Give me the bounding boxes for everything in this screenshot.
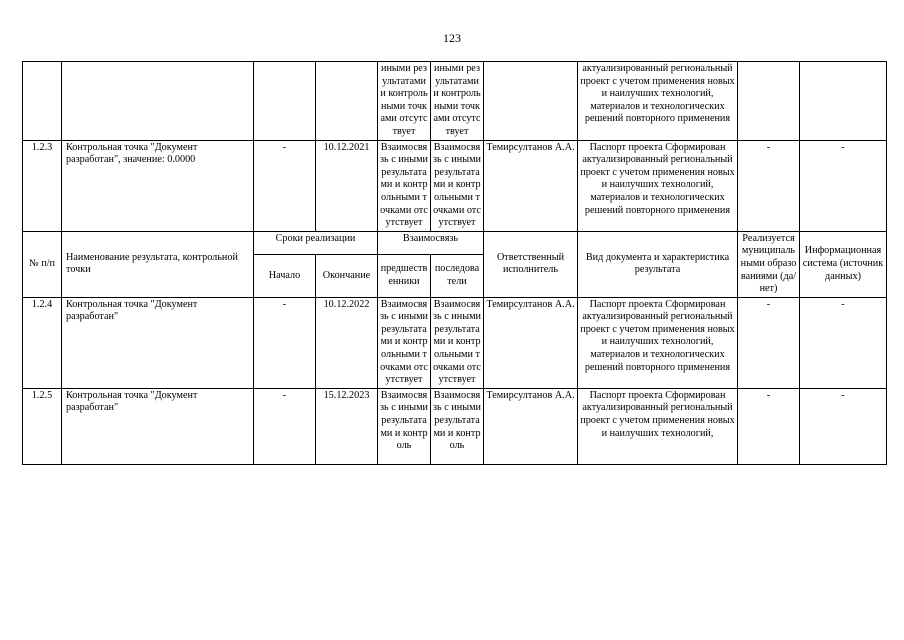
page-number: 123 — [443, 31, 461, 45]
table-row — [23, 62, 887, 141]
header-num: № п/п — [23, 231, 62, 297]
table-row — [23, 140, 887, 231]
info-system — [800, 62, 887, 141]
document-type: Паспорт проекта Сформирован актуализированный региональный проект с учетом применения новых и наилучших технологий, материалов и технологических решений повторного применения — [578, 297, 738, 388]
predecessors: Взаимосвязь с иными результатами и контрольными точками отсутствует — [378, 297, 431, 388]
header-municipal: Реализуется муниципальными образованиями (да/нет) — [738, 231, 800, 297]
successors: иными результатами и контрольными точками отсутствует — [431, 62, 484, 141]
info-system: - — [800, 388, 887, 464]
row-number — [23, 62, 62, 141]
predecessors: Взаимосвязь с иными результатами и контрольными точками отсутствует — [378, 140, 431, 231]
document-type: Паспорт проекта Сформирован актуализированный региональный проект с учетом применения новых и наилучших технологий, материалов и технологических решений повторного применения — [578, 140, 738, 231]
municipal: - — [738, 297, 800, 388]
table-row — [23, 388, 887, 464]
header-end: Окончание — [316, 255, 378, 297]
end-date — [316, 62, 378, 141]
end-date: 10.12.2021 — [316, 140, 378, 231]
result-name: Контрольная точка "Документ разработан" — [62, 297, 254, 388]
result-name: Контрольная точка "Документ разработан", значение: 0.0000 — [62, 140, 254, 231]
start-date — [254, 62, 316, 141]
start-date: - — [254, 297, 316, 388]
header-doc-type: Вид документа и характеристика результата — [578, 231, 738, 297]
successors: Взаимосвязь с иными результатами и контроль — [431, 388, 484, 464]
header-succ: последователи — [431, 255, 484, 297]
municipal — [738, 62, 800, 141]
end-date: 15.12.2023 — [316, 388, 378, 464]
municipal: - — [738, 140, 800, 231]
row-number: 1.2.4 — [23, 297, 62, 388]
municipal: - — [738, 388, 800, 464]
start-date: - — [254, 140, 316, 231]
info-system: - — [800, 297, 887, 388]
row-number: 1.2.3 — [23, 140, 62, 231]
header-start: Начало — [254, 255, 316, 297]
header-terms: Сроки реализации — [254, 231, 378, 254]
info-system: - — [800, 140, 887, 231]
document-type: актуализированный региональный проект с учетом применения новых и наилучших технологий, материалов и технологических решений повторного применения — [578, 62, 738, 141]
successors: Взаимосвязь с иными результатами и контрольными точками отсутствует — [431, 140, 484, 231]
responsible: Темирсултанов А.А. — [484, 140, 578, 231]
responsible: Темирсултанов А.А. — [484, 388, 578, 464]
responsible: Темирсултанов А.А. — [484, 297, 578, 388]
result-name — [62, 62, 254, 141]
header-row — [23, 231, 887, 254]
header-responsible: Ответственный исполнитель — [484, 231, 578, 297]
header-name: Наименование результата, контрольной точки — [62, 231, 254, 297]
end-date: 10.12.2022 — [316, 297, 378, 388]
document-type: Паспорт проекта Сформирован актуализированный региональный проект с учетом применения новых и наилучших технологий, — [578, 388, 738, 464]
header-relation: Взаимосвязь — [378, 231, 484, 254]
results-table — [22, 61, 887, 465]
responsible — [484, 62, 578, 141]
predecessors: иными результатами и контрольными точками отсутствует — [378, 62, 431, 141]
predecessors: Взаимосвязь с иными результатами и контроль — [378, 388, 431, 464]
header-info: Информационная система (источник данных) — [800, 231, 887, 297]
successors: Взаимосвязь с иными результатами и контрольными точками отсутствует — [431, 297, 484, 388]
row-number: 1.2.5 — [23, 388, 62, 464]
table-row — [23, 297, 887, 388]
start-date: - — [254, 388, 316, 464]
header-pred: предшественники — [378, 255, 431, 297]
result-name: Контрольная точка "Документ разработан" — [62, 388, 254, 464]
